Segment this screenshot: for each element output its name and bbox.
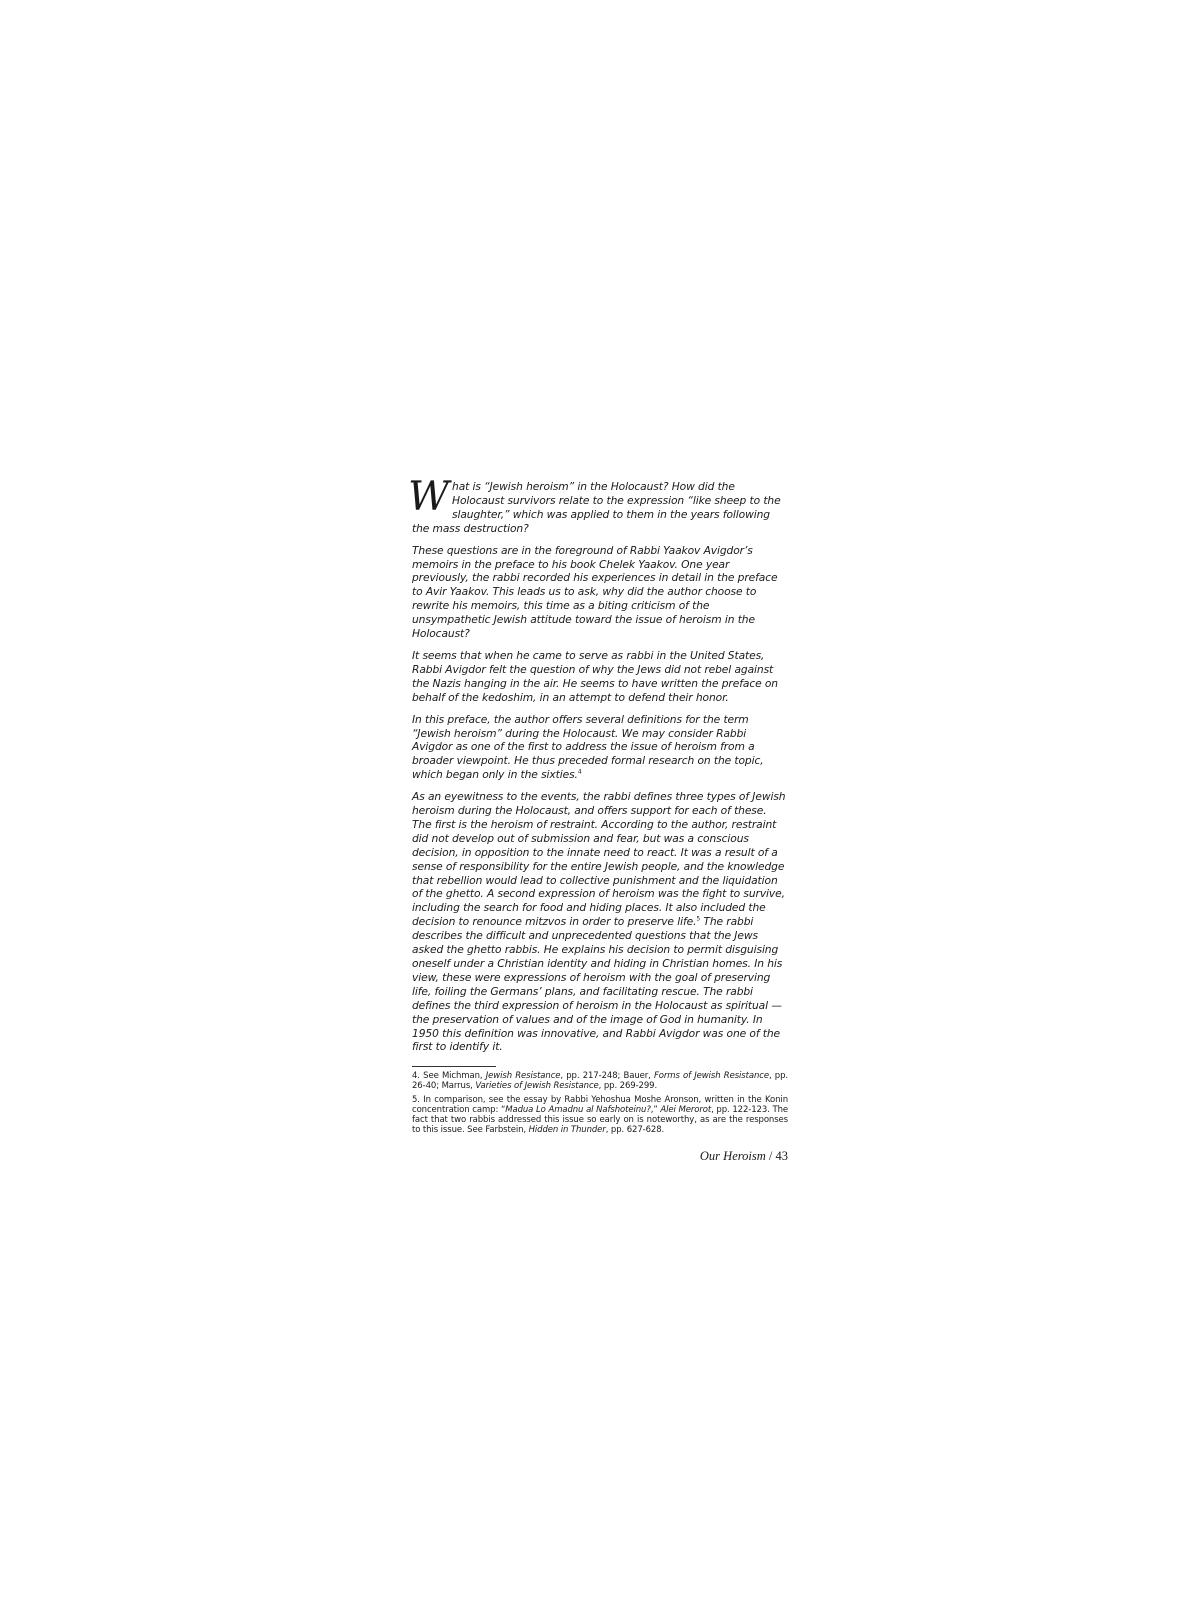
page-number: 43 bbox=[775, 1149, 788, 1164]
text-block bbox=[408, 474, 788, 1164]
footnote-rule bbox=[412, 1066, 496, 1067]
paragraph bbox=[412, 713, 788, 783]
footnote-title: Alei Merorot bbox=[660, 1105, 712, 1116]
running-title: Our Heroism bbox=[699, 1149, 766, 1164]
paragraph: It seems that when he came to serve as rabbi in the United States, Rabbi Avigdor felt the question of why the Jews did not rebel against the Nazis hanging in the air. He seems to have written the preface on behalf of the kedoshim, in an attempt to defend their honor. bbox=[412, 648, 778, 704]
footnote-marker: 5 bbox=[696, 915, 701, 923]
drop-cap: W bbox=[408, 474, 450, 520]
footnote-text: , pp. 269-299. bbox=[598, 1081, 658, 1092]
paragraph: These questions are in the foreground of Rabbi Yaakov Avigdor’s memoirs in the preface to his book Chelek Yaakov. One year previously, the rabbi recorded his experiences in detail in the preface to Avir Yaakov. This leads us to ask, why did the author choose to rewrite his memoirs, this time as a biting criticism of the unsympathetic Jewish attitude toward the issue of heroism in the Holocaust? bbox=[412, 543, 778, 641]
footnote-text: , pp. 627-628. bbox=[605, 1125, 665, 1136]
footnote-title: Madua Lo Amadnu al Nafshoteinu? bbox=[505, 1105, 651, 1116]
footnote-4 bbox=[412, 1071, 788, 1091]
footnote-title: Varieties of Jewish Resistance bbox=[475, 1081, 599, 1092]
footnote-text: ,” bbox=[650, 1105, 661, 1116]
footnote-title: Hidden in Thunder bbox=[528, 1125, 606, 1136]
paragraph-text: hat is “Jewish heroism” in the Holocaust? How did the Holocaust survivors relate to the expression “like sheep to the slaughter,” which was applied to them in the years following the mass destruction? bbox=[412, 480, 781, 535]
paragraph-intro bbox=[408, 474, 788, 536]
footnote-title: Forms of Jewish Resistance bbox=[654, 1071, 769, 1082]
footnote-marker: 4 bbox=[577, 768, 582, 776]
footnote-5 bbox=[412, 1095, 788, 1135]
page-folio bbox=[412, 1149, 788, 1164]
footnote-text: , pp. 217-248; Bauer, bbox=[560, 1071, 654, 1082]
footnote-text: , pp. 26-40; Marrus, bbox=[412, 1071, 788, 1092]
paragraph-text: In this preface, the author offers several definitions for the term “Jewish heroism” during the Holocaust. We may consider Rabbi Avigdor as one of the first to address the issue of heroism from a broader viewpoint. He thus preceded formal research on the topic, which began only in the sixties. bbox=[412, 712, 764, 782]
folio-separator: / bbox=[765, 1149, 776, 1164]
footnote-title: Jewish Resistance bbox=[485, 1071, 561, 1082]
footnote-text: 5. In comparison, see the essay by Rabbi Yehoshua Moshe Aronson, written in the Konin concentration camp: “ bbox=[412, 1095, 788, 1116]
footnote-text: , pp. 122-123. The fact that two rabbis addressed this issue so early on is noteworthy, as are the responses to this issue. See Farbstein, bbox=[412, 1105, 788, 1136]
paragraph-text: As an eyewitness to the events, the rabbi defines three types of Jewish heroism during the Holocaust, and offers support for each of these. The first is the heroism of restraint. According to the author, restraint did not develop out of submission and fear, but was a conscious decision, in opposition to the innate need to react. It was a result of a sense of responsibility for the entire Jewish people, and the knowledge that rebellion would lead to collective punishment and the liquidation of the ghetto. A second expression of heroism was the fight to survive, including the search for food and hiding places. It also included the decision to renounce mitzvos in order to preserve life. bbox=[412, 790, 786, 929]
paragraph-text: The rabbi describes the difficult and unprecedented questions that the Jews asked the ghetto rabbis. He explains his decision to permit disguising oneself under a Christian identity and hiding in Christian homes. In his view, these were expressions of heroism with the goal of preserving life, foiling the Germans’ plans, and facilitating rescue. The rabbi defines the third expression of heroism in the Holocaust as spiritual — the preservation of values and of the image of God in humanity. In 1950 this definition was innovative, and Rabbi Avigdor was one of the first to identify it. bbox=[412, 915, 783, 1054]
footnote-text: 4. See Michman, bbox=[412, 1071, 486, 1082]
paragraph bbox=[412, 790, 788, 1054]
